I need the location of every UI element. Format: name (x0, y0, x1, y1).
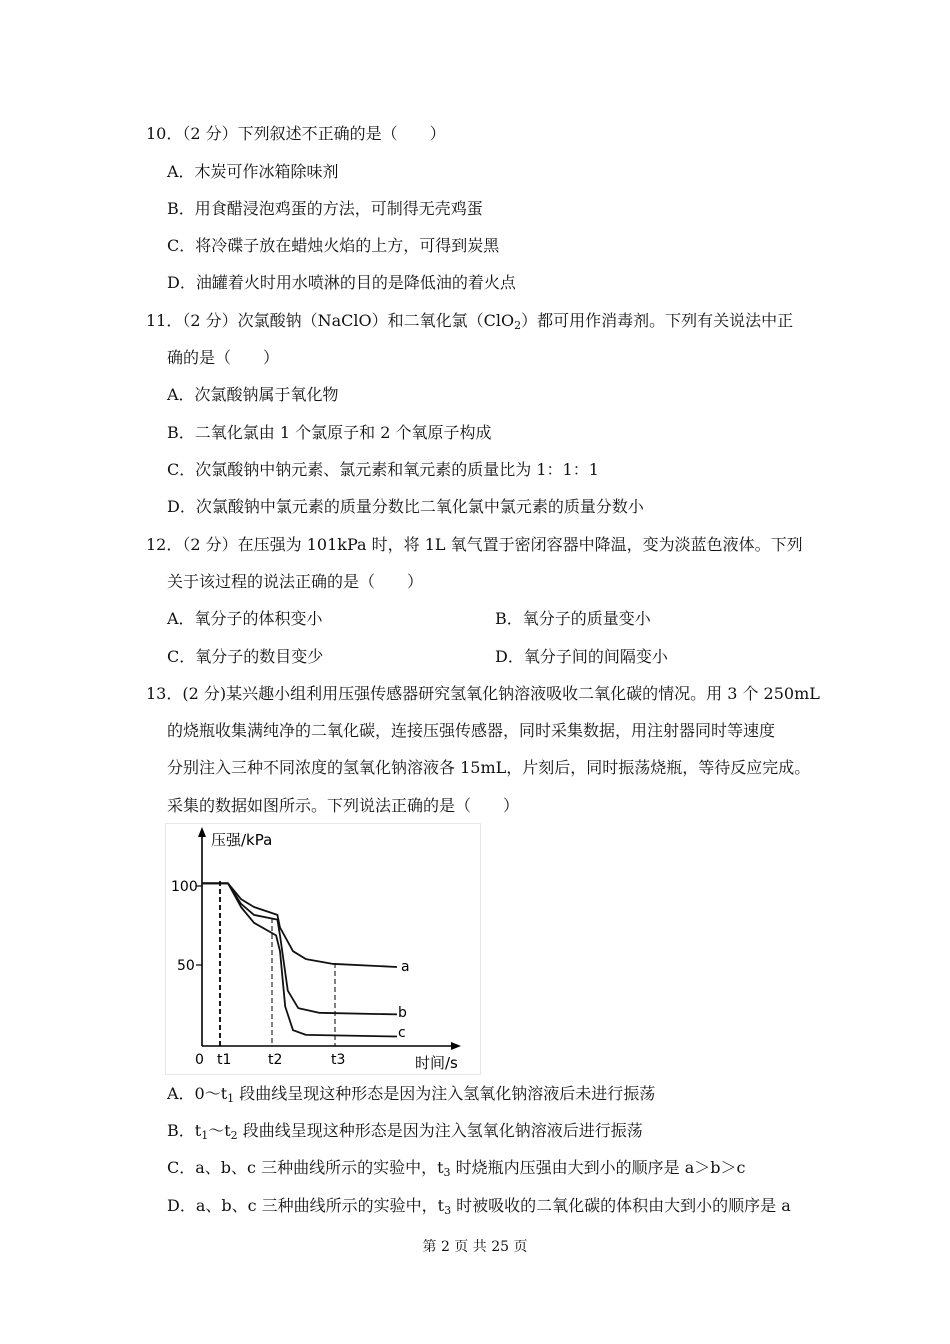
q13-a-post: 段曲线呈现这种形态是因为注入氢氧化钠溶液后未进行振荡 (234, 1084, 656, 1103)
q13-d-post: 时被吸收的二氧化碳的体积由大到小的顺序是 a (451, 1196, 791, 1215)
q13-stem-line3: 分别注入三种不同浓度的氢氧化钠溶液各 15mL，片刻后，同时振荡烧瓶，等待反应完成。 (167, 758, 811, 777)
y-tick-50: 50 (177, 958, 195, 974)
series-label-c: c (398, 1025, 406, 1041)
q10-option-b: B．用食醋浸泡鸡蛋的方法，可制得无壳鸡蛋 (167, 199, 483, 218)
q11-option-b: B．二氧化氯由 1 个氯原子和 2 个氧原子构成 (167, 423, 492, 442)
y-axis-label: 压强/kPa (211, 831, 273, 849)
q11-option-d: D．次氯酸钠中氯元素的质量分数比二氧化氯中氯元素的质量分数小 (167, 497, 644, 516)
q11-stem-sub: 2 (514, 319, 522, 332)
q11-stem-post: ）都可用作消毒剂。下列有关说法中正 (521, 311, 794, 330)
x-tick-t1: t1 (217, 1052, 232, 1068)
q13-stem-line4: 采集的数据如图所示。下列说法正确的是（ ） (167, 796, 520, 815)
q13-option-c (167, 1158, 745, 1178)
q13-option-a (167, 1084, 655, 1104)
q10-option-c: C．将冷碟子放在蜡烛火焰的上方，可得到炭黑 (167, 236, 500, 255)
q12-stem-cont: 关于该过程的说法正确的是（ ） (167, 572, 424, 591)
q12-option-b: B．氧分子的质量变小 (495, 609, 651, 628)
q13-option-b (167, 1121, 643, 1141)
q12-option-d: D．氧分子间的间隔变小 (495, 647, 668, 666)
q10-option-d: D．油罐着火时用水喷淋的目的是降低油的着火点 (167, 273, 516, 292)
q10-stem: 10．（2 分）下列叙述不正确的是（ ） (146, 124, 446, 143)
q13-c-sub: 3 (443, 1166, 451, 1179)
q13-b-pre: B．t (167, 1121, 202, 1140)
pressure-time-chart (165, 823, 481, 1075)
series-label-a: a (401, 959, 410, 975)
y-tick-100: 100 (171, 879, 198, 895)
x-tick-t3: t3 (331, 1052, 346, 1068)
q11-option-c: C．次氯酸钠中钠元素、氯元素和氧元素的质量比为 1：1：1 (167, 460, 599, 479)
q11-stem (146, 311, 793, 331)
q13-d-sub: 3 (444, 1204, 452, 1217)
q13-b-sub1: 1 (201, 1129, 209, 1142)
q13-c-post: 时烧瓶内压强由大到小的顺序是 a＞b＞c (450, 1158, 746, 1177)
q12-stem: 12．（2 分）在压强为 101kPa 时，将 1L 氧气置于密闭容器中降温，变为淡蓝色液体。下列 (146, 535, 803, 554)
q13-b-sub2: 2 (230, 1129, 238, 1142)
q13-option-d (167, 1196, 791, 1216)
chart-frame (166, 824, 481, 1075)
q13-a-pre: A．0～t (167, 1084, 228, 1103)
q13-stem: 13．(2 分)某兴趣小组利用压强传感器研究氢氧化钠溶液吸收二氧化碳的情况。用 3 个 250mL (146, 684, 820, 703)
q11-option-a: A．次氯酸钠属于氧化物 (167, 385, 339, 404)
q13-d-pre: D．a、b、c 三种曲线所示的实验中，t (167, 1196, 445, 1215)
q12-option-a: A．氧分子的体积变小 (167, 609, 323, 628)
q12-option-c: C．氧分子的数目变少 (167, 647, 324, 666)
x-tick-0: 0 (195, 1052, 204, 1068)
q10-option-a: A．木炭可作冰箱除味剂 (167, 162, 339, 181)
series-label-b: b (398, 1005, 407, 1021)
q11-stem-cont: 确的是（ ） (167, 348, 280, 367)
page-footer: 第 2 页 共 25 页 (422, 1239, 528, 1255)
q13-b-post: 段曲线呈现这种形态是因为注入氢氧化钠溶液后进行振荡 (237, 1121, 643, 1140)
x-axis-label: 时间/s (415, 1054, 458, 1072)
q13-b-mid: ～t (208, 1121, 231, 1140)
q13-c-pre: C．a、b、c 三种曲线所示的实验中，t (167, 1158, 444, 1177)
q13-a-sub: 1 (227, 1092, 235, 1105)
q11-stem-pre: 11．（2 分）次氯酸钠（NaClO）和二氧化氯（ClO (146, 311, 515, 330)
x-tick-t2: t2 (268, 1052, 283, 1068)
q13-stem-line2: 的烧瓶收集满纯净的二氧化碳，连接压强传感器，同时采集数据，用注射器同时等速度 (167, 721, 776, 740)
